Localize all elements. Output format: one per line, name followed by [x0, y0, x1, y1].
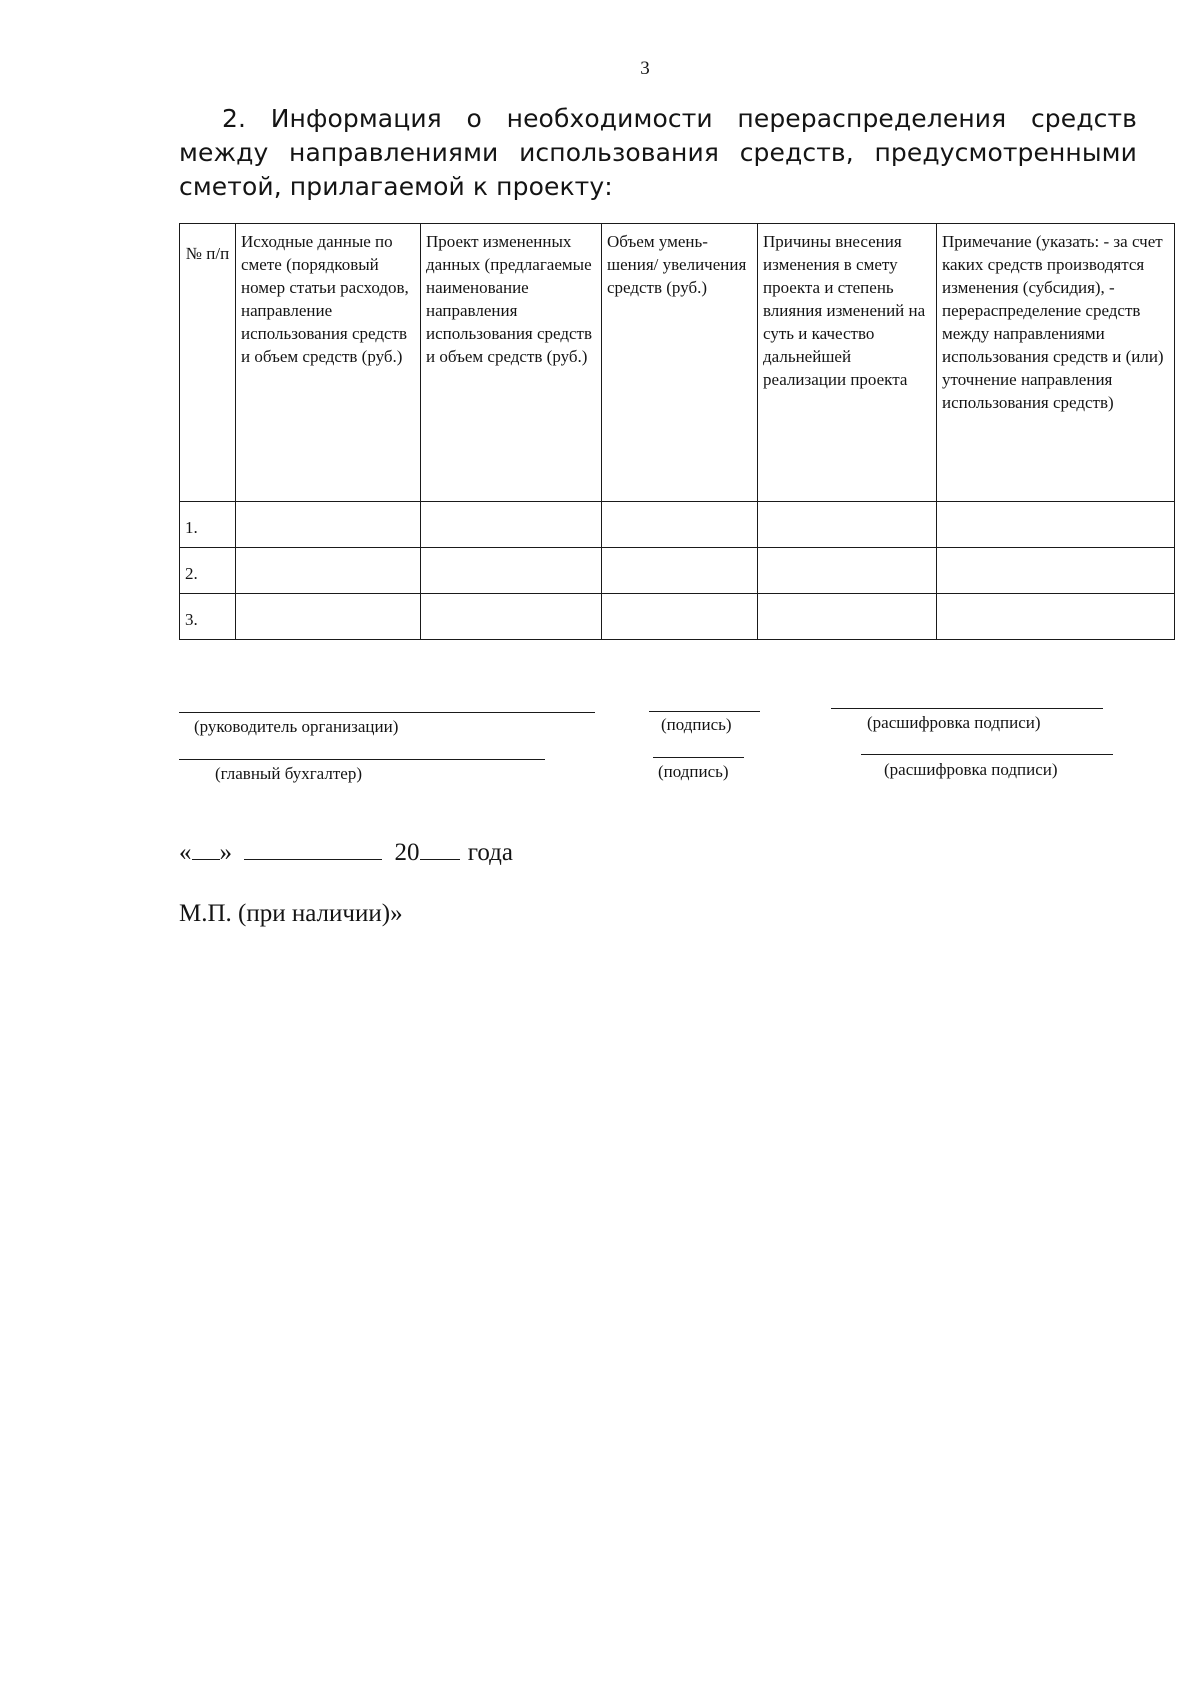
accountant-decode-line[interactable] [861, 754, 1113, 755]
head-sign-label: (подпись) [661, 715, 732, 734]
table-cell[interactable] [602, 548, 758, 594]
table-cell[interactable] [937, 502, 1175, 548]
accountant-signature-line[interactable] [179, 759, 545, 760]
table-row [180, 594, 1175, 640]
table-cell[interactable] [421, 594, 602, 640]
accountant-decode-label: (расшифровка подписи) [884, 760, 1058, 779]
table-cell[interactable] [602, 502, 758, 548]
column-header-number: № п/п [180, 224, 236, 502]
table-cell[interactable] [937, 548, 1175, 594]
stamp-note: М.П. (при наличии)» [179, 900, 403, 927]
head-decode-label: (расшифровка подписи) [867, 713, 1041, 732]
table-row [180, 548, 1175, 594]
table-cell[interactable] [236, 502, 421, 548]
year-suffix: года [467, 839, 513, 866]
table-cell[interactable] [758, 548, 937, 594]
column-header-changed-data: Проект измененных данных (предлагаемые наименование направления использования средств и объем средств (руб.) [421, 224, 602, 502]
table-header-row [180, 224, 1175, 502]
day-blank[interactable] [192, 835, 220, 860]
row-number-cell: 2. [180, 548, 236, 594]
head-sign-line[interactable] [649, 711, 760, 712]
redistribution-table [179, 223, 1175, 640]
column-header-source-data: Исходные данные по смете (порядковый номер статьи расходов, направление использования средств и объем средств (руб.) [236, 224, 421, 502]
table-cell[interactable] [937, 594, 1175, 640]
table-cell[interactable] [758, 502, 937, 548]
date-line [179, 835, 513, 867]
head-decode-line[interactable] [831, 708, 1103, 709]
table-cell[interactable] [758, 594, 937, 640]
head-label: (руководитель организации) [194, 717, 399, 736]
date-close-quote: » [219, 839, 232, 866]
month-blank[interactable] [244, 835, 382, 860]
year-blank[interactable] [420, 835, 460, 860]
head-signature-line[interactable] [179, 712, 595, 713]
accountant-label: (главный бухгалтер) [215, 764, 362, 783]
row-number-cell: 1. [180, 502, 236, 548]
column-header-volume-change: Объем уменьшения/ увеличения средств (руб.) [602, 224, 758, 502]
table-cell[interactable] [602, 594, 758, 640]
table-cell[interactable] [421, 502, 602, 548]
table-cell[interactable] [421, 548, 602, 594]
date-open-quote: « [179, 839, 192, 866]
column-header-note: Примечание (указать: - за счет каких средств производятся изменения (субсидия), - перераспределение средств между направлениями использования средств и (или) уточнение направления использования средств) [937, 224, 1175, 502]
accountant-sign-label: (подпись) [658, 762, 729, 781]
row-number-cell: 3. [180, 594, 236, 640]
table-cell[interactable] [236, 548, 421, 594]
accountant-sign-line[interactable] [653, 757, 744, 758]
table-cell[interactable] [236, 594, 421, 640]
page-number: 3 [640, 58, 650, 79]
section-heading: 2. Информация о необходимости перераспределения средств между направлениями использования средств, предусмотренными сметой, прилагаемой к проекту: [179, 104, 1137, 201]
year-prefix: 20 [394, 839, 420, 866]
table-row [180, 502, 1175, 548]
column-header-reasons: Причины внесения изменения в смету проекта и степень влияния изменений на суть и качество дальнейшей реализации проекта [758, 224, 937, 502]
